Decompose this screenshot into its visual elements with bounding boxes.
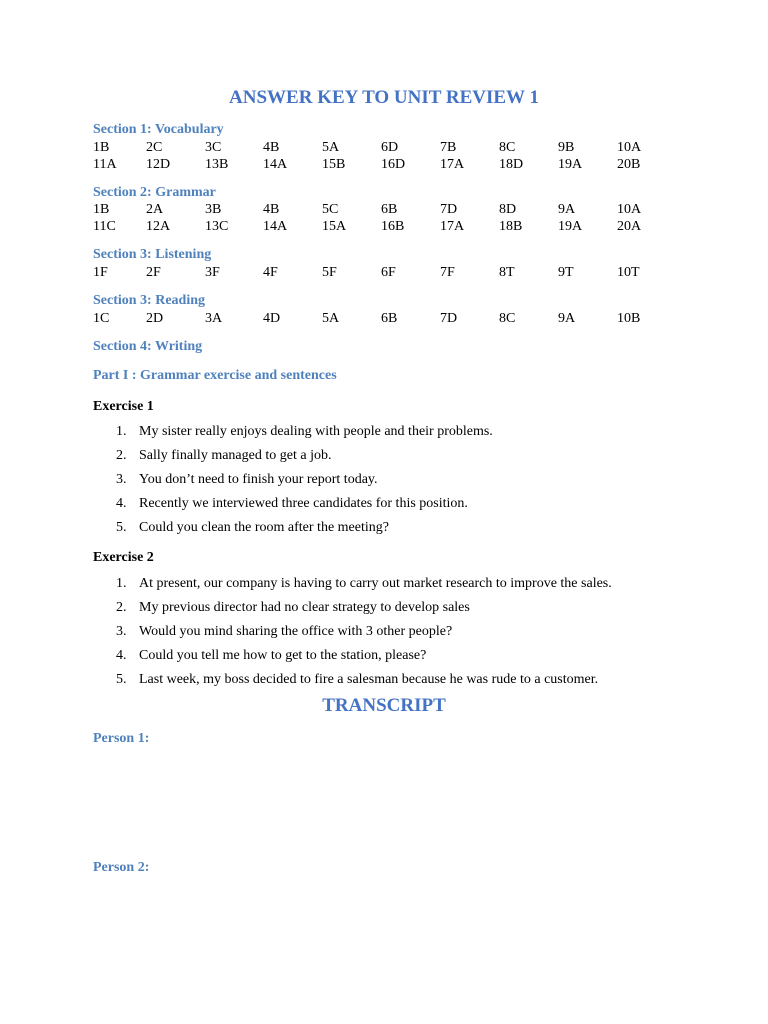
answer-cell: 3A — [205, 311, 223, 326]
answer-cell: 10T — [617, 265, 640, 280]
answer-cell: 8D — [499, 202, 517, 217]
answer-cell: 1F — [93, 265, 108, 280]
answer-cell: 2D — [146, 311, 164, 326]
answer-cell: 1B — [93, 140, 110, 155]
list-item-number: 5. — [116, 672, 127, 687]
answer-cell: 5A — [322, 140, 340, 155]
answer-cell: 7F — [440, 265, 455, 280]
section-heading-vocabulary: Section 1: Vocabulary — [93, 122, 224, 137]
answer-cell: 4B — [263, 202, 280, 217]
list-item-text: Would you mind sharing the office with 3 other people? — [139, 624, 453, 639]
answer-cell: 19A — [558, 219, 583, 234]
answer-cell: 10B — [617, 311, 641, 326]
answer-cell: 16B — [381, 219, 405, 234]
answer-cell: 2F — [146, 265, 161, 280]
person-1-label: Person 1: — [93, 731, 150, 746]
answer-cell: 4F — [263, 265, 278, 280]
list-item-text: You don’t need to finish your report today. — [139, 472, 378, 487]
section-heading-grammar: Section 2: Grammar — [93, 185, 216, 200]
answer-cell: 9T — [558, 265, 574, 280]
answer-cell: 6B — [381, 202, 398, 217]
answer-cell: 5A — [322, 311, 340, 326]
list-item-number: 1. — [116, 576, 127, 591]
transcript-title: TRANSCRIPT — [322, 695, 446, 716]
list-item-number: 3. — [116, 472, 127, 487]
answer-cell: 6F — [381, 265, 396, 280]
answer-cell: 6D — [381, 140, 399, 155]
list-item-number: 1. — [116, 424, 127, 439]
answer-cell: 17A — [440, 219, 465, 234]
answer-cell: 1C — [93, 311, 110, 326]
answer-cell: 12D — [146, 157, 171, 172]
answer-cell: 19A — [558, 157, 583, 172]
answer-cell: 8T — [499, 265, 515, 280]
answer-cell: 11C — [93, 219, 116, 234]
answer-cell: 4D — [263, 311, 281, 326]
answer-cell: 2C — [146, 140, 163, 155]
list-item-text: My previous director had no clear strategy to develop sales — [139, 600, 470, 615]
document-title: ANSWER KEY TO UNIT REVIEW 1 — [229, 87, 539, 108]
answer-cell: 20B — [617, 157, 641, 172]
answer-cell: 16D — [381, 157, 406, 172]
list-item-text: Could you clean the room after the meeting? — [139, 520, 389, 535]
exercise-heading: Exercise 1 — [93, 399, 154, 414]
answer-cell: 8C — [499, 140, 516, 155]
answer-cell: 6B — [381, 311, 398, 326]
answer-cell: 14A — [263, 219, 288, 234]
list-item-number: 2. — [116, 600, 127, 615]
answer-cell: 18B — [499, 219, 523, 234]
person-2-label: Person 2: — [93, 860, 150, 875]
list-item-text: At present, our company is having to carry out market research to improve the sales. — [139, 576, 612, 591]
answer-cell: 7D — [440, 311, 458, 326]
answer-cell: 2A — [146, 202, 164, 217]
answer-cell: 3B — [205, 202, 222, 217]
list-item-number: 4. — [116, 496, 127, 511]
answer-cell: 3F — [205, 265, 220, 280]
answer-cell: 15A — [322, 219, 347, 234]
list-item-text: Last week, my boss decided to fire a salesman because he was rude to a customer. — [139, 672, 599, 687]
list-item-text: Could you tell me how to get to the station, please? — [139, 648, 427, 663]
answer-cell: 13C — [205, 219, 229, 234]
answer-cell: 7D — [440, 202, 458, 217]
answer-cell: 5F — [322, 265, 337, 280]
exercise-heading: Exercise 2 — [93, 550, 154, 565]
list-item-number: 4. — [116, 648, 127, 663]
answer-cell: 10A — [617, 140, 642, 155]
list-item-text: My sister really enjoys dealing with people and their problems. — [139, 424, 493, 439]
list-item-number: 3. — [116, 624, 127, 639]
list-item-text: Recently we interviewed three candidates for this position. — [139, 496, 468, 511]
list-item-number: 5. — [116, 520, 127, 535]
answer-cell: 18D — [499, 157, 524, 172]
answer-cell: 13B — [205, 157, 229, 172]
list-item-number: 2. — [116, 448, 127, 463]
answer-cell: 8C — [499, 311, 516, 326]
list-item-text: Sally finally managed to get a job. — [139, 448, 332, 463]
answer-cell: 10A — [617, 202, 642, 217]
section-heading-writing: Section 4: Writing — [93, 339, 203, 354]
answer-cell: 9B — [558, 140, 575, 155]
answer-cell: 11A — [93, 157, 117, 172]
section-heading-listening: Section 3: Listening — [93, 247, 212, 262]
answer-cell: 17A — [440, 157, 465, 172]
answer-cell: 12A — [146, 219, 171, 234]
answer-cell: 4B — [263, 140, 280, 155]
answer-cell: 5C — [322, 202, 339, 217]
answer-cell: 9A — [558, 311, 576, 326]
answer-cell: 3C — [205, 140, 222, 155]
answer-cell: 7B — [440, 140, 457, 155]
answer-cell: 9A — [558, 202, 576, 217]
answer-cell: 20A — [617, 219, 642, 234]
answer-cell: 14A — [263, 157, 288, 172]
section-heading-reading: Section 3: Reading — [93, 293, 205, 308]
part-heading: Part I : Grammar exercise and sentences — [93, 368, 337, 383]
answer-cell: 15B — [322, 157, 346, 172]
answer-cell: 1B — [93, 202, 110, 217]
